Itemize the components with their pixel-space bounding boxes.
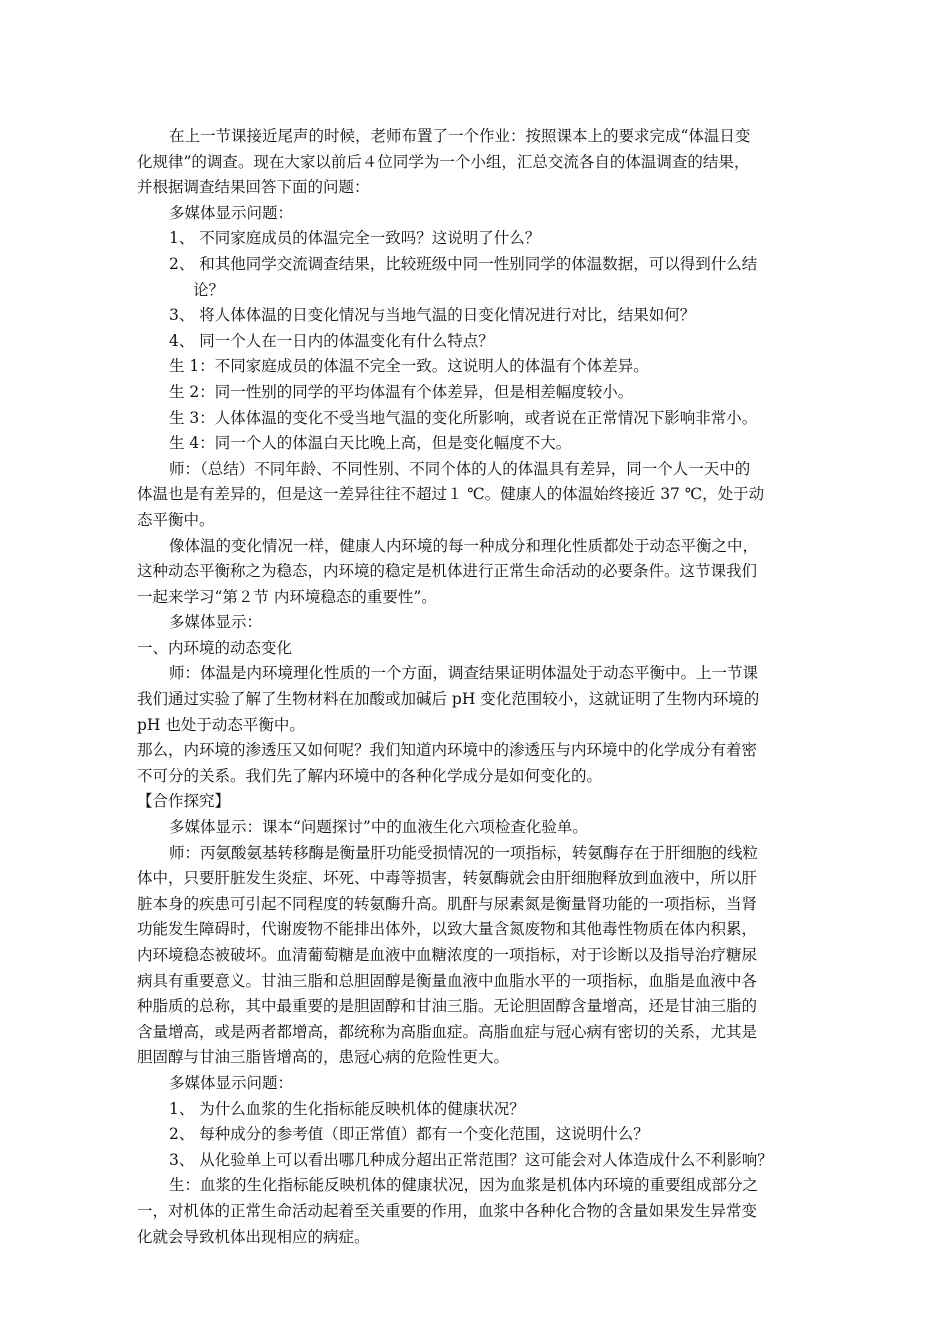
text-line: 【合作探究】 xyxy=(137,792,231,811)
text-line: 一，对机体的正常生命活动起着至关重要的作用，血浆中各种化合物的含量如果发生异常变 xyxy=(137,1201,758,1220)
text-line: 多媒体显示问题： xyxy=(169,1073,294,1092)
text-line: 一、内环境的动态变化 xyxy=(137,638,293,657)
text-line: 像体温的变化情况一样，健康人内环境的每一种成分和理化性质都处于动态平衡之中， xyxy=(169,536,759,555)
text-line: 化就会导致机体出现相应的病症。 xyxy=(137,1227,370,1246)
text-line: 不可分的关系。我们先了解内环境中的各种化学成分是如何变化的。 xyxy=(137,766,603,785)
text-line: 多媒体显示： xyxy=(169,613,263,632)
text-line: 师：（总结）不同年龄、不同性别、不同个体的人的体温具有差异，同一个人一天中的 xyxy=(169,459,751,478)
text-line: 多媒体显示：课本“问题探讨”中的血液生化六项检查化验单。 xyxy=(169,818,588,837)
text-line: 师：丙氨酸氨基转移酶是衡量肝功能受损情况的一项指标，转氨酶存在于肝细胞的线粒 xyxy=(169,843,759,862)
text-line: 内环境稳态被破坏。血清葡萄糖是血液中血糖浓度的一项指标，对于诊断以及指导治疗糖尿 xyxy=(137,946,758,964)
text-line: 生 2：同一性别的同学的平均体温有个体差异，但是相差幅度较小。 xyxy=(169,382,634,401)
text-line: 生 3：人体体温的变化不受当地气温的变化所影响，或者说在正常情况下影响非常小。 xyxy=(169,408,758,427)
text-line: 4、 同一个人在一日内的体温变化有什么特点？ xyxy=(169,331,494,350)
text-line: 师：体温是内环境理化性质的一个方面，调查结果证明体温处于动态平衡中。上一节课 xyxy=(169,664,759,683)
text-line: 体温也是有差异的，但是这一差异往往不超过１ ℃。健康人的体温始终接近 37 ℃，处于动 xyxy=(137,485,765,504)
text-line: 那么，内环境的渗透压又如何呢？我们知道内环境中的渗透压与内环境中的化学成分有着密 xyxy=(137,741,758,760)
text-line: 含量增高，或是两者都增高，都统称为高脂血症。高脂血症与冠心病有密切的关系，尤其是 xyxy=(137,1022,758,1041)
text-line: 生 4：同一个人的体温白天比晚上高，但是变化幅度不大。 xyxy=(169,434,572,453)
text-line: 一起来学习“第２节 内环境稳态的重要性”。 xyxy=(137,587,437,606)
text-line: 论？ xyxy=(193,280,225,299)
text-line: 2、 和其他同学交流调查结果，比较班级中同一性别同学的体温数据，可以得到什么结 xyxy=(169,254,758,273)
text-line: 1、 为什么血浆的生化指标能反映机体的健康状况？ xyxy=(169,1099,525,1118)
text-line: 1、 不同家庭成员的体温完全一致吗？这说明了什么？ xyxy=(169,229,541,248)
text-line: 这种动态平衡称之为稳态，内环境的稳定是机体进行正常生命活动的必要条件。这节课我们 xyxy=(137,562,758,581)
text-line: 功能发生障碍时，代谢废物不能排出体外，以致大量含氮废物和其他毒性物质在体内积累， xyxy=(137,920,758,939)
text-line: 胆固醇与甘油三脂皆增高的，患冠心病的危险性更大。 xyxy=(137,1048,510,1067)
text-line: 脏本身的疾患可引起不同程度的转氨酶升高。肌酐与尿素氮是衡量肾功能的一项指标，当肾 xyxy=(137,894,758,913)
text-line: 在上一节课接近尾声的时候，老师布置了一个作业：按照课本上的要求完成“体温日变 xyxy=(169,127,751,145)
text-line: 体中，只要肝脏发生炎症、坏死、中毒等损害，转氨酶就会由肝细胞释放到血液中，所以肝 xyxy=(137,869,758,888)
text-line: 我们通过实验了解了生物材料在加酸或加碱后 pH 变化范围较小，这就证明了生物内环境的 xyxy=(137,690,760,709)
text-line: 多媒体显示问题： xyxy=(169,203,294,222)
text-line: pH 也处于动态平衡中。 xyxy=(137,715,305,734)
text-line: 病具有重要意义。甘油三脂和总胆固醇是衡量血液中血脂水平的一项指标，血脂是血液中各 xyxy=(137,971,758,990)
text-line: 并根据调查结果回答下面的问题： xyxy=(137,178,370,197)
document-body xyxy=(137,124,817,1250)
text-line: 3、 将人体体温的日变化情况与当地气温的日变化情况进行对比，结果如何？ xyxy=(169,306,696,325)
text-line: 生：血浆的生化指标能反映机体的健康状况，因为血浆是机体内环境的重要组成部分之 xyxy=(169,1176,759,1195)
text-line: 3、 从化验单上可以看出哪几种成分超出正常范围？这可能会对人体造成什么不利影响？ xyxy=(169,1150,773,1169)
text-line: 生 1：不同家庭成员的体温不完全一致。这说明人的体温有个体差异。 xyxy=(169,357,649,376)
text-line: 2、 每种成分的参考值（即正常值）都有一个变化范围，这说明什么？ xyxy=(169,1125,649,1144)
text-line: 化规律”的调查。现在大家以前后４位同学为一个小组，汇总交流各自的体温调查的结果， xyxy=(137,152,750,171)
text-line: 态平衡中。 xyxy=(137,510,215,529)
text-line: 种脂质的总称，其中最重要的是胆固醇和甘油三脂。无论胆固醇含量增高，还是甘油三脂的 xyxy=(137,997,758,1016)
